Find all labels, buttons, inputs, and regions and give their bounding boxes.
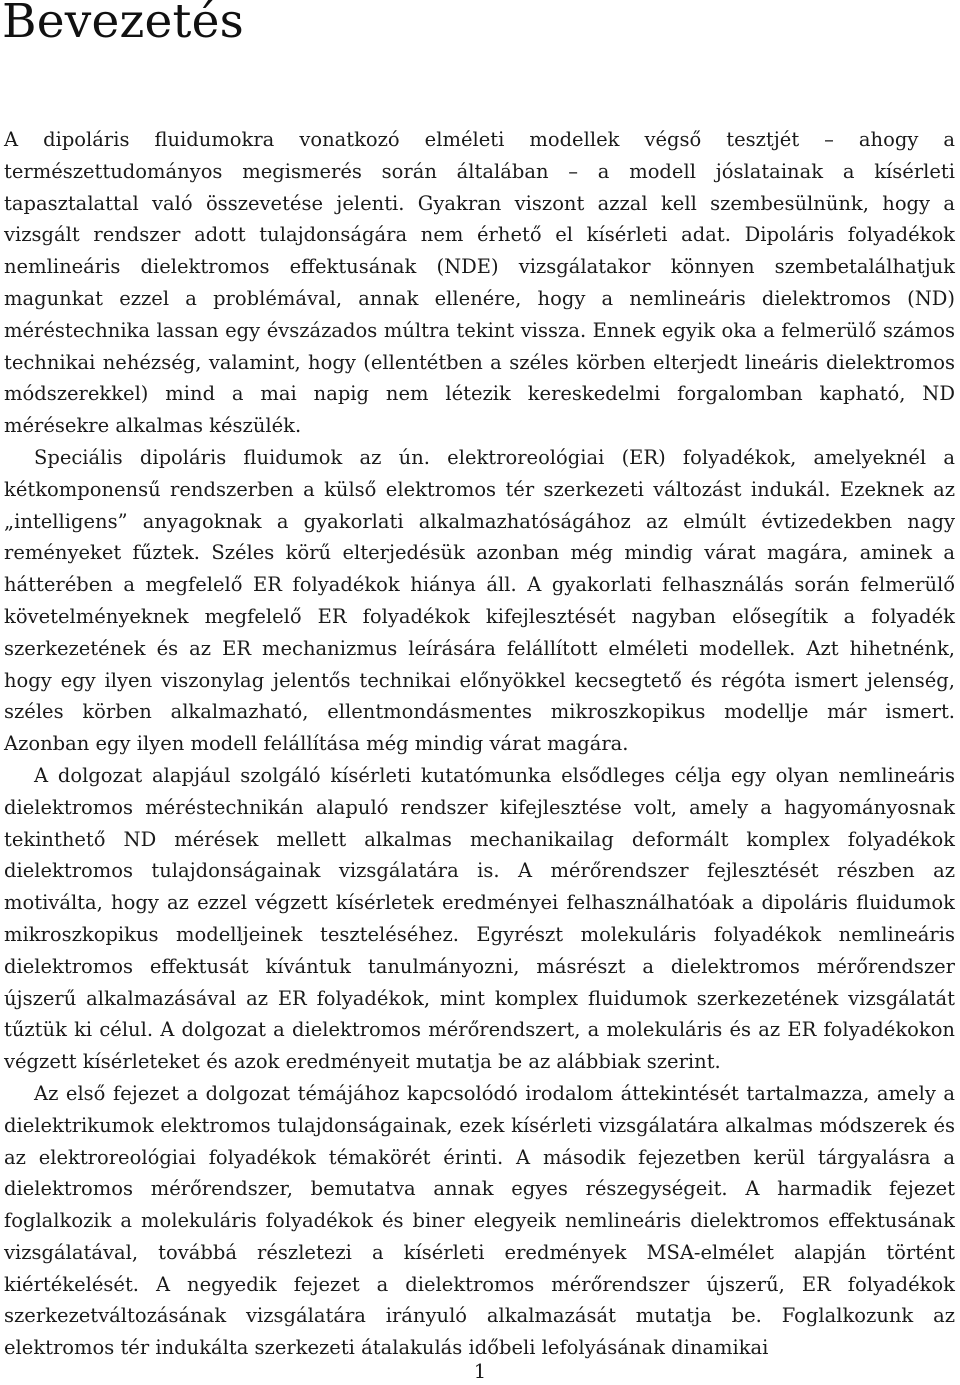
- paragraph: A dolgozat alapjául szolgáló kísérleti kutatómunka elsődleges célja egy olyan nemlineáris dielektromos méréstechnikán alapuló rendszer kifejlesztése volt, amely a hagyományosnak tekinthető ND mérések mellett alkalmas mechanikailag deformált komplex folyadékok dielektromos tulajdonságainak vizsgálatára is. A mérőrendszer fejlesztését részben az motiválta, hogy az ezzel végzett kísérletek eredményei felhasználhatóak a dipoláris fluidumok mikroszkopikus modelljeinek teszteléséhez. Egyrészt molekuláris folyadékok nemlineáris dielektromos effektusát kívántuk tanulmányozni, másrészt a dielektromos mérőrendszer újszerű alkalmazásával az ER folyadékok, mint komplex fluidumok szerkezetének vizsgálatát tűztük ki célul. A dolgozat a dielektromos mérőrendszert, a molekuláris és az ER folyadékokon végzett kísérleteket és azok eredményeit mutatja be az alábbiak szerint.: [4, 763, 955, 1074]
- paragraph: Speciális dipoláris fluidumok az ún. elektroreológiai (ER) folyadékok, amelyeknél a kétkomponensű rendszerben a külső elektromos tér szerkezeti változást indukál. Ezeknek az „intelligens” anyagoknak a gyakorlati alkalmazhatóságához az elmúlt évtizedekben nagy reményeket fűztek. Széles körű elterjedésük azonban még mindig várat magára, aminek a hátterében a megfelelő ER folyadékok hiánya áll. A gyakorlati felhasználás során felmerülő követelményeknek megfelelő ER folyadékok kifejlesztését nagyban elősegítik a folyadék szerkezetének és az ER mechanizmus leírására felállított elméleti modellek. Azt hihetnénk, hogy egy ilyen viszonylag jelentős technikai előnyökkel kecsegtető és régóta ismert jelenség, széles körben alkalmazható, ellentmondásmentes mikroszkopikus modellje már ismert. Azonban egy ilyen modell felállítása még mindig várat magára.: [4, 445, 955, 756]
- body-text: [4, 124, 955, 1364]
- paragraph: Az első fejezet a dolgozat témájához kapcsolódó irodalom áttekintését tartalmazza, amely a dielektrikumok elektromos tulajdonságainak, ezek kísérleti vizsgálatára alkalmas módszerek és az elektroreológiai folyadékok témakörét érinti. A második fejezetben kerül tárgyalásra a dielektromos mérőrendszer, bemutatva annak egyes részegységeit. A harmadik fejezet foglalkozik a molekuláris folyadékok és biner elegyeik nemlineáris dielektromos effektusának vizsgálatával, továbbá részletezi a kísérleti eredmények MSA-elmélet alapján történt kiértékelését. A negyedik fejezet a dielektromos mérőrendszer újszerű, ER folyadékok szerkezetváltozásának vizsgálatára irányuló alkalmazását mutatja be. Foglalkozunk az elektromos tér indukálta szerkezeti átalakulás időbeli lefolyásának dinamikai: [4, 1081, 955, 1360]
- page-number: 1: [473, 1360, 487, 1383]
- paragraph: A dipoláris fluidumokra vonatkozó elméleti modellek végső tesztjét – ahogy a természettudományos megismerés során általában – a modell jóslatainak a kísérleti tapasztalattal való összevetése jelenti. Gyakran viszont azzal kell szembesülnünk, hogy a vizsgált rendszer adott tulajdonságára nem érhető el kísérleti adat. Dipoláris folyadékok nemlineáris dielektromos effektusának (NDE) vizsgálatakor könnyen szembetalálhatjuk magunkat ezzel a problémával, annak ellenére, hogy a nemlineáris dielektromos (ND) méréstechnika lassan egy évszázados múltra tekint vissza. Ennek egyik oka a felmerülő számos technikai nehézség, valamint, hogy (ellentétben a széles körben elterjedt lineáris dielektromos módszerekkel) mind a mai napig nem létezik kereskedelmi forgalomban kapható, ND mérésekre alkalmas készülék.: [4, 128, 955, 438]
- chapter-title: Bevezetés: [2, 0, 244, 49]
